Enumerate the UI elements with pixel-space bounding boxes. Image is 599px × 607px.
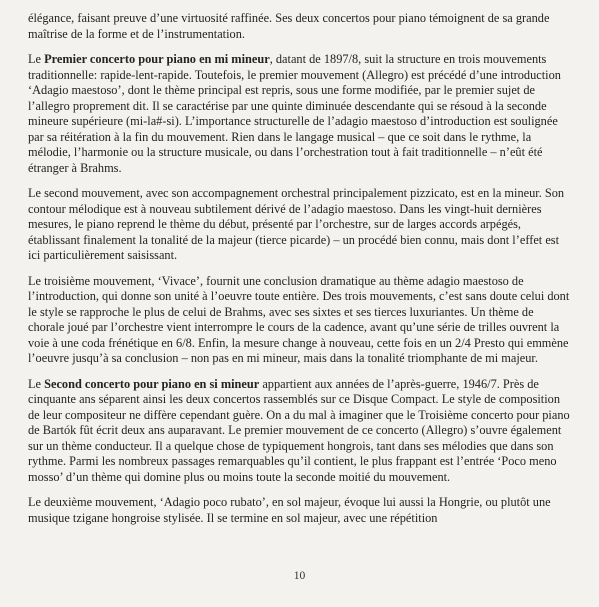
paragraph-text: Le troisième mouvement, ‘Vivace’, fournit une conclusion dramatique au thème adagio maestoso de l’introduction, qui donne son unité à l’oeuvre toute entière. Des trois mouvements, c’est sans doute celui dont le style se rapproche le plus de celui de Brahms, avec ses sixtes et ses tierces luxuriantes. Un thème de chorale joué par l’orchestre vient interrompre le cours de la cadence, avant qu’une série de trilles ouvrent la voie à une coda frénétique en 6/8. Enfin, la mesure change à nouveau, cette fois en un 2/4 Presto qui emmène l’oeuvre jusqu’à sa conclusion – non pas en mi mineur, mais dans la tonalité triomphante de mi majeur.	[28, 273, 570, 365]
paragraph-lead: Le	[28, 52, 45, 66]
concerto-title: Second concerto pour piano en si mineur	[44, 376, 260, 391]
paragraph-text: Le second mouvement, avec son accompagnement orchestral principalement pizzicato, est en la mineur. Son contour mélodique est à nouveau subtilement dérivé de l’adagio maestoso. Dans les vingt-huit dernières mesures, le piano reprend le thème du début, présenté par l’orchestre, sur de larges accords arpégés, établissant finalement la tonalité de la majeur (tierce picarde) – un procédé bien connu, mais dont l’effet est ici particulièrement saisissant.	[28, 186, 565, 262]
paragraph-text: appartient aux années de l’après-guerre, 1946/7. Près de cinquante ans séparent ainsi les deux concertos rassemblés sur ce Disque Compact. Le style de composition de leur compositeur ne diffère cependant guère. On a du mal à imaginer que le Troisième concerto pour piano de Bartók fût écrit deux ans auparavant. Le premier mouvement de ce concerto (Allegro) s’ouvre également sur un thème conducteur. Il a quelque chose de typiquement hongrois, tant dans ses mélodies que dans son rythme. Parmi les nombreux passages remarquables qu’il contient, le plus frappant est l’entrée ‘Poco meno mosso’ d’un thème qui domine plus ou moins toute la seconde moitié du mouvement.	[28, 376, 570, 484]
concerto-title: Premier concerto pour piano en mi mineur	[44, 52, 270, 66]
paragraph	[28, 377, 571, 486]
paragraph-text: élégance, faisant preuve d’une virtuosité raffinée. Ses deux concertos pour piano témoignent de sa grande maîtrise de la forme et de l’instrumentation.	[28, 11, 550, 41]
body-text	[28, 11, 571, 536]
page-number: 10	[293, 570, 306, 582]
paragraph	[28, 52, 571, 176]
paragraph	[28, 495, 571, 526]
paragraph-text: Le deuxième mouvement, ‘Adagio poco rubato’, en sol majeur, évoque lui aussi la Hongrie, ou plutôt une musique tzigane hongroise stylisée. Il se termine en sol majeur, avec une répétition	[28, 495, 551, 525]
paragraph-lead: Le	[28, 376, 45, 391]
paragraph-text: , datant de 1897/8, suit la structure en trois mouvements traditionnelle: rapide-lent-rapide. Toutefois, le premier mouvement (Allegro) est précédé d’une introduction ‘Adagio maestoso’, dont le thème principal est repris, sous une forme modifiée, par le premier sujet de l’allegro proprement dit. Il se caractérise par une quinte diminuée descendante qui se résoud à la seconde mineure supérieure (mi-la#-si). L’importance structurelle de l’adagio maestoso d’introduction est soulignée par sa réitération à la fin du mouvement. Rien dans le langage musical – que ce soit dans le rythme, la mélodie, l’harmonie ou la structure musicale, ou dans l’orchestration tout à fait traditionnelle – n’eût été étranger à Brahms.	[28, 52, 561, 175]
paragraph	[28, 186, 571, 264]
paragraph	[28, 274, 571, 367]
paragraph	[28, 11, 571, 42]
